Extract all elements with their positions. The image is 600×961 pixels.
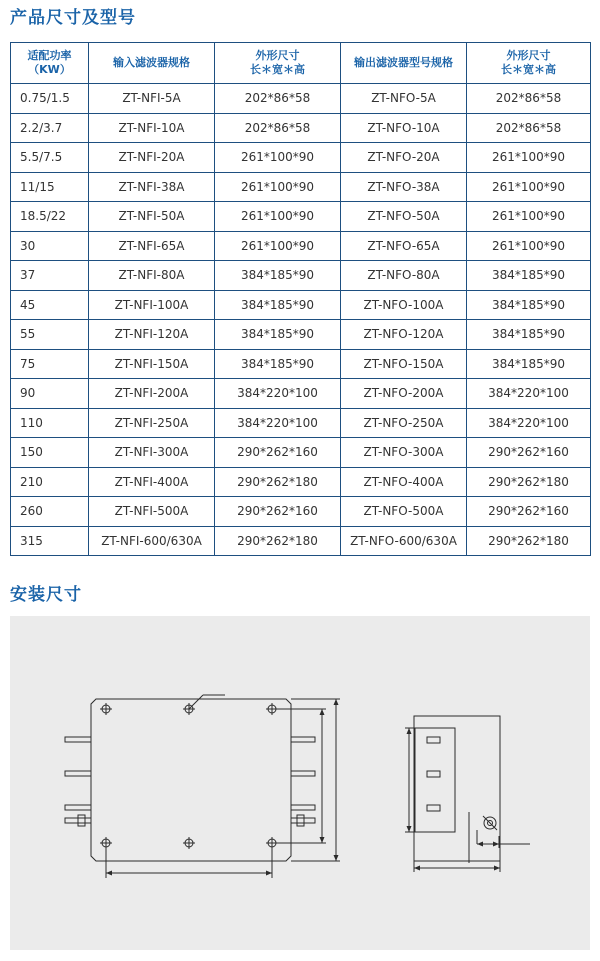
table-header-row xyxy=(11,43,591,84)
cell-output-model: ZT-NFO-250A xyxy=(341,408,467,438)
cell-input-model: ZT-NFI-38A xyxy=(89,172,215,202)
header-output-dim-line2: 长＊宽＊高 xyxy=(501,63,556,76)
cell-output-model: ZT-NFO-120A xyxy=(341,320,467,350)
section-title-install: 安装尺寸 xyxy=(10,585,82,605)
cell-input-model: ZT-NFI-20A xyxy=(89,143,215,173)
cell-input-model: ZT-NFI-150A xyxy=(89,349,215,379)
header-input-dim-line2: 长＊宽＊高 xyxy=(250,63,305,76)
cell-input-dim: 290*262*160 xyxy=(215,438,341,468)
cell-output-dim: 384*220*100 xyxy=(467,408,591,438)
cell-power: 260 xyxy=(11,497,89,527)
cell-output-dim: 261*100*90 xyxy=(467,172,591,202)
header-power-line2: （KW） xyxy=(28,63,71,76)
cell-input-model: ZT-NFI-5A xyxy=(89,84,215,114)
cell-input-model: ZT-NFI-300A xyxy=(89,438,215,468)
table-row xyxy=(11,320,591,350)
cell-output-dim: 261*100*90 xyxy=(467,202,591,232)
header-power xyxy=(11,43,89,84)
spec-table-body xyxy=(11,84,591,556)
cell-input-model: ZT-NFI-50A xyxy=(89,202,215,232)
cell-input-model: ZT-NFI-500A xyxy=(89,497,215,527)
cell-input-dim: 384*220*100 xyxy=(215,379,341,409)
cell-power: 55 xyxy=(11,320,89,350)
cell-power: 30 xyxy=(11,231,89,261)
cell-power: 0.75/1.5 xyxy=(11,84,89,114)
cell-output-dim: 384*220*100 xyxy=(467,379,591,409)
cell-output-dim: 261*100*90 xyxy=(467,143,591,173)
cell-power: 37 xyxy=(11,261,89,291)
cell-input-dim: 290*262*180 xyxy=(215,467,341,497)
section-title-specs: 产品尺寸及型号 xyxy=(10,8,136,28)
cell-input-dim: 202*86*58 xyxy=(215,84,341,114)
cell-output-model: ZT-NFO-65A xyxy=(341,231,467,261)
cell-output-model: ZT-NFO-20A xyxy=(341,143,467,173)
cell-input-dim: 384*220*100 xyxy=(215,408,341,438)
cell-power: 315 xyxy=(11,526,89,556)
table-row xyxy=(11,113,591,143)
cell-output-dim: 290*262*160 xyxy=(467,497,591,527)
cell-power: 5.5/7.5 xyxy=(11,143,89,173)
cell-output-model: ZT-NFO-300A xyxy=(341,438,467,468)
cell-input-model: ZT-NFI-250A xyxy=(89,408,215,438)
cell-power: 150 xyxy=(11,438,89,468)
cell-output-dim: 290*262*180 xyxy=(467,467,591,497)
cell-input-model: ZT-NFI-10A xyxy=(89,113,215,143)
cell-power: 11/15 xyxy=(11,172,89,202)
cell-input-dim: 290*262*160 xyxy=(215,497,341,527)
cell-output-model: ZT-NFO-200A xyxy=(341,379,467,409)
cell-input-dim: 261*100*90 xyxy=(215,231,341,261)
header-power-line1: 适配功率 xyxy=(27,49,72,62)
header-input-dim-line1: 外形尺寸 xyxy=(255,49,300,62)
cell-power: 2.2/3.7 xyxy=(11,113,89,143)
header-output-dim xyxy=(467,43,591,84)
install-drawing xyxy=(10,616,590,950)
cell-input-dim: 261*100*90 xyxy=(215,202,341,232)
cell-input-dim: 384*185*90 xyxy=(215,320,341,350)
cell-output-dim: 384*185*90 xyxy=(467,261,591,291)
cell-output-dim: 202*86*58 xyxy=(467,113,591,143)
header-output-dim-line1: 外形尺寸 xyxy=(506,49,551,62)
cell-input-dim: 261*100*90 xyxy=(215,172,341,202)
cell-output-dim: 384*185*90 xyxy=(467,320,591,350)
cell-input-dim: 202*86*58 xyxy=(215,113,341,143)
cell-input-model: ZT-NFI-100A xyxy=(89,290,215,320)
table-row xyxy=(11,290,591,320)
cell-input-model: ZT-NFI-120A xyxy=(89,320,215,350)
cell-power: 75 xyxy=(11,349,89,379)
table-row xyxy=(11,202,591,232)
cell-output-model: ZT-NFO-10A xyxy=(341,113,467,143)
dimension-arrows xyxy=(106,699,500,876)
cell-output-model: ZT-NFO-600/630A xyxy=(341,526,467,556)
cell-output-model: ZT-NFO-5A xyxy=(341,84,467,114)
cell-power: 18.5/22 xyxy=(11,202,89,232)
table-row xyxy=(11,526,591,556)
cell-input-dim: 261*100*90 xyxy=(215,143,341,173)
cell-input-model: ZT-NFI-600/630A xyxy=(89,526,215,556)
cell-power: 90 xyxy=(11,379,89,409)
table-row xyxy=(11,172,591,202)
cell-output-model: ZT-NFO-38A xyxy=(341,172,467,202)
table-row xyxy=(11,231,591,261)
header-output-model: 输出滤波器型号规格 xyxy=(341,43,467,84)
header-input-dim xyxy=(215,43,341,84)
cell-input-dim: 290*262*180 xyxy=(215,526,341,556)
cell-power: 110 xyxy=(11,408,89,438)
table-row xyxy=(11,143,591,173)
cell-output-model: ZT-NFO-80A xyxy=(341,261,467,291)
spec-table xyxy=(10,42,591,556)
cell-input-dim: 384*185*90 xyxy=(215,349,341,379)
install-diagram-panel xyxy=(10,616,590,950)
cell-input-dim: 384*185*90 xyxy=(215,261,341,291)
cell-output-dim: 290*262*160 xyxy=(467,438,591,468)
table-row xyxy=(11,261,591,291)
table-row xyxy=(11,408,591,438)
cell-power: 45 xyxy=(11,290,89,320)
cell-output-dim: 384*185*90 xyxy=(467,290,591,320)
header-input-model: 输入滤波器规格 xyxy=(89,43,215,84)
cell-output-model: ZT-NFO-100A xyxy=(341,290,467,320)
cell-input-model: ZT-NFI-400A xyxy=(89,467,215,497)
table-row xyxy=(11,467,591,497)
cell-output-dim: 290*262*180 xyxy=(467,526,591,556)
table-row xyxy=(11,438,591,468)
cell-output-dim: 261*100*90 xyxy=(467,231,591,261)
cell-output-model: ZT-NFO-150A xyxy=(341,349,467,379)
cell-output-model: ZT-NFO-500A xyxy=(341,497,467,527)
cell-input-model: ZT-NFI-80A xyxy=(89,261,215,291)
cell-power: 210 xyxy=(11,467,89,497)
table-row xyxy=(11,349,591,379)
cell-input-dim: 384*185*90 xyxy=(215,290,341,320)
cell-output-dim: 202*86*58 xyxy=(467,84,591,114)
right-terminals xyxy=(291,737,315,826)
cell-output-model: ZT-NFO-400A xyxy=(341,467,467,497)
left-terminals xyxy=(65,737,91,826)
table-row xyxy=(11,84,591,114)
cell-input-model: ZT-NFI-200A xyxy=(89,379,215,409)
cell-input-model: ZT-NFI-65A xyxy=(89,231,215,261)
front-view-body xyxy=(91,699,291,861)
cell-output-model: ZT-NFO-50A xyxy=(341,202,467,232)
cell-output-dim: 384*185*90 xyxy=(467,349,591,379)
table-row xyxy=(11,379,591,409)
mounting-holes xyxy=(100,703,278,849)
table-row xyxy=(11,497,591,527)
